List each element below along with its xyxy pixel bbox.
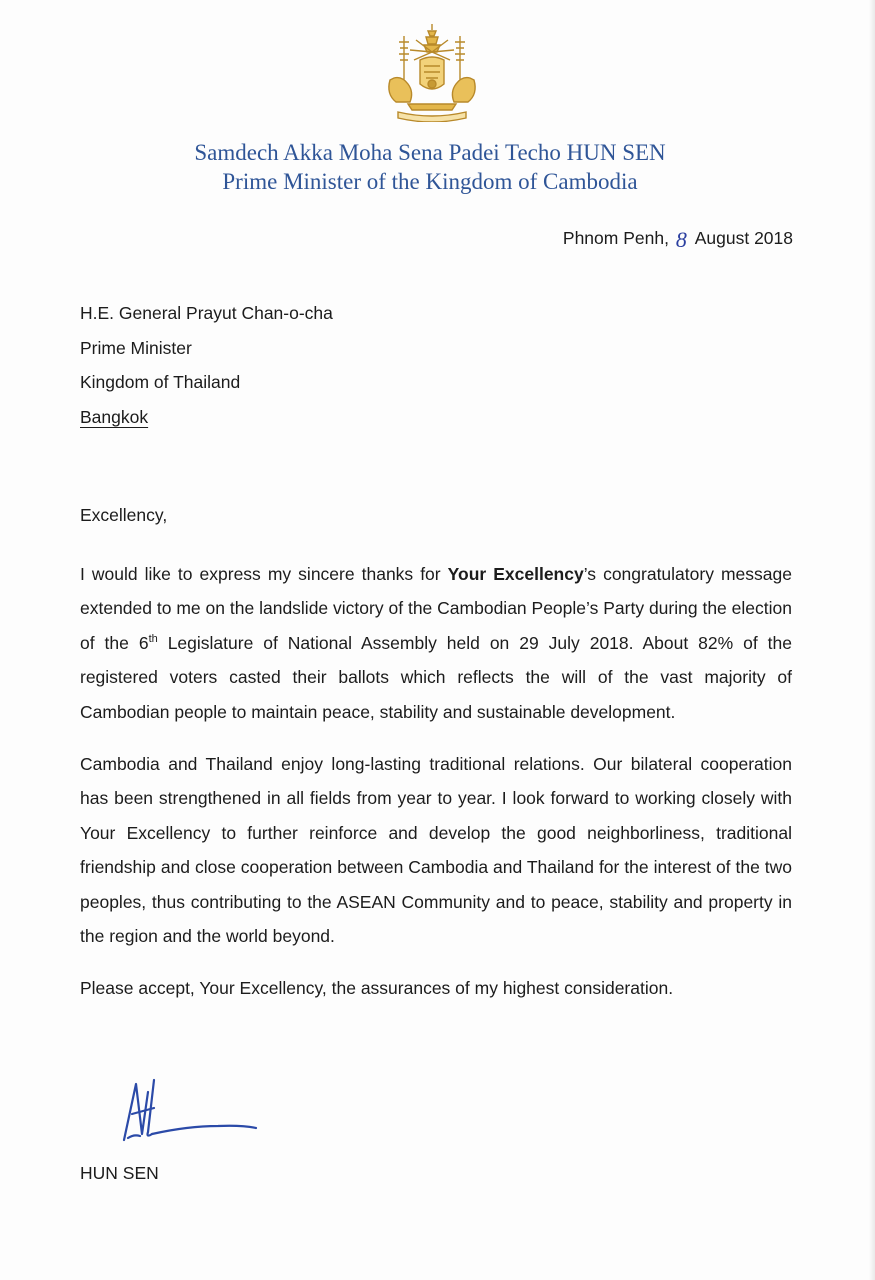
paragraph-thanks: [80, 557, 792, 729]
letterhead-name: Samdech Akka Moha Sena Padei Techo HUN SEN: [194, 140, 666, 165]
page-edge-shadow: [869, 0, 875, 1280]
date-month-year: August 2018: [694, 228, 793, 248]
letter-body: [80, 557, 792, 1024]
paragraph-thanks-bold: Your Excellency: [447, 564, 584, 584]
recipient-name: H.E. General Prayut Chan-o-cha: [80, 303, 333, 323]
signer-name: HUN SEN: [80, 1163, 159, 1183]
paragraph-relations: Cambodia and Thailand enjoy long-lasting traditional relations. Our bilateral cooperation has been strengthened in all fields from year to year. I look forward to working closely with Your Excellency to further reinforce and develop the good neighborliness, traditional friendship and close cooperation between Cambodia and Thailand for the interest of the two peoples, thus contributing to the ASEAN Community and to peace, stability and property in the region and the world beyond.: [80, 754, 792, 947]
paragraph-thanks-rest: Legislature of National Assembly held on 29 July 2018. About 82% of the registered voters casted their ballots which reflects the will of the vast majority of Cambodian people to maintain peace, stability and sustainable development.: [80, 632, 792, 722]
recipient-country: Kingdom of Thailand: [80, 372, 241, 392]
salutation: Excellency,: [80, 505, 168, 525]
ordinal-superscript: th: [148, 632, 158, 645]
letterhead-title: Prime Minister of the Kingdom of Cambodia: [222, 169, 638, 194]
recipient-city: Bangkok: [80, 406, 149, 427]
letterhead: [120, 138, 740, 196]
recipient-address: [80, 296, 333, 434]
paragraph-thanks-mid: ’s congratulatory message extended to me on the landslide victory of the Cambodian People’s Party during the election of the 6: [80, 564, 792, 653]
date-place: Phnom Penh,: [562, 228, 669, 248]
recipient-title: Prime Minister: [80, 337, 192, 358]
paragraph-thanks-intro: I would like to express my sincere thanks for: [80, 564, 448, 584]
date-line: [563, 224, 793, 250]
royal-arms-emblem-icon: [380, 22, 484, 122]
paragraph-closing: Please accept, Your Excellency, the assurances of my highest consideration.: [80, 978, 674, 999]
handwritten-signature: [118, 1072, 268, 1147]
date-day-handwritten: 8: [675, 227, 687, 252]
